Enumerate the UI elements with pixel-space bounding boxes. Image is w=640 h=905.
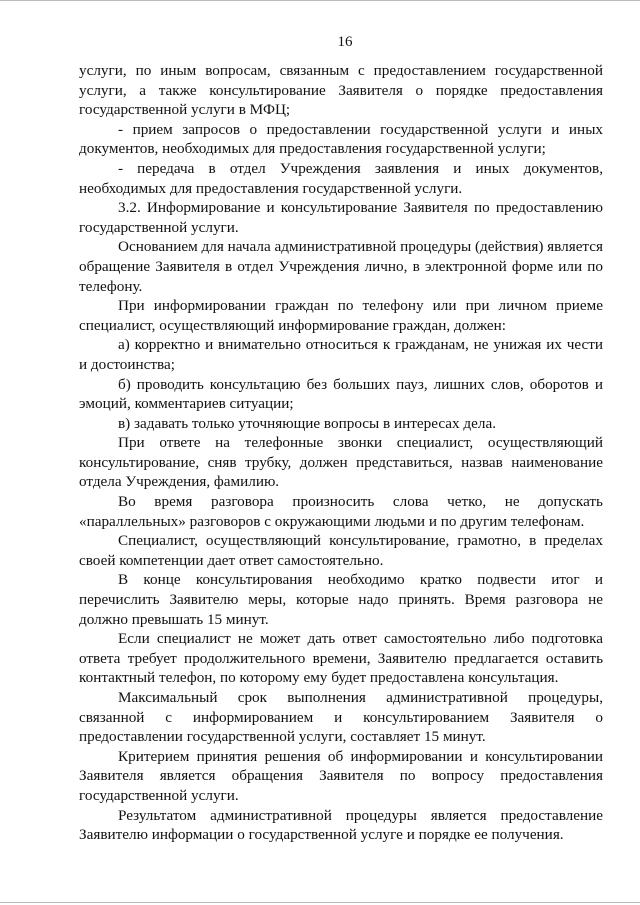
list-item-c: в) задавать только уточняющие вопросы в интересах дела. bbox=[118, 414, 496, 432]
paragraph-basis: Основанием для начала административной процедуры (действия) является обращение Заявителя в отдел Учреждения лично, в электронной форме или по телефону. bbox=[79, 238, 603, 295]
paragraph-max-duration: Максимальный срок выполнения административной процедуры, связанной с информированием и консультированием Заявителя о предоставлении государственной услуги, составляет 15 минут. bbox=[79, 689, 603, 746]
paragraph-callback: Если специалист не может дать ответ самостоятельно либо подготовка ответа требует продолжительного времени, Заявителю предлагается оставить контактный телефон, по которому ему будет предоставлена консультация. bbox=[79, 630, 603, 687]
paragraph-informing-duties: При информировании граждан по телефону или при личном приеме специалист, осуществляющий информирование граждан, должен: bbox=[79, 297, 603, 334]
document-body bbox=[79, 61, 603, 845]
section-heading-3-2: 3.2. Информирование и консультирование Заявителя по предоставлению государственной услуги. bbox=[79, 199, 603, 236]
paragraph-conversation-rules: Во время разговора произносить слова четко, не допускать «параллельных» разговоров с окружающими людьми и по другим телефонам. bbox=[79, 493, 603, 530]
list-item-b: б) проводить консультацию без больших пауз, лишних слов, оборотов и эмоций, комментариев ситуации; bbox=[79, 375, 603, 413]
paragraph-document-transfer: - передача в отдел Учреждения заявления и иных документов, необходимых для предоставления государственной услуги. bbox=[79, 159, 603, 197]
scan-edge-bottom bbox=[0, 902, 640, 903]
paragraph-request-intake: - прием запросов о предоставлении государственной услуги и иных документов, необходимых для предоставления государственной услуги; bbox=[79, 120, 603, 158]
page-number: 16 bbox=[337, 34, 353, 50]
paragraph-result: Результатом административной процедуры является предоставление Заявителю информации о государственной услуге и порядке ее получения. bbox=[79, 806, 603, 844]
paragraph-services-continuation: услуги, по иным вопросам, связанным с предоставлением государственной услуги, а также консультирование Заявителя о порядке предоставления государственной услуги в МФЦ; bbox=[79, 62, 603, 119]
paragraph-phone-answer: При ответе на телефонные звонки специалист, осуществляющий консультирование, сняв трубку, должен представиться, назвав наименование отдела Учреждения, фамилию. bbox=[79, 434, 603, 491]
paragraph-summary: В конце консультирования необходимо кратко подвести итог и перечислить Заявителю меры, которые надо принять. Время разговора не должно превышать 15 минут. bbox=[79, 571, 603, 628]
list-item-a: а) корректно и внимательно относиться к гражданам, не унижая их чести и достоинства; bbox=[79, 336, 603, 373]
paragraph-competence: Специалист, осуществляющий консультирование, грамотно, в пределах своей компетенции дает ответ самостоятельно. bbox=[79, 532, 603, 569]
scan-edge-top bbox=[0, 0, 640, 1]
paragraph-decision-criterion: Критерием принятия решения об информировании и консультировании Заявителя является обращения Заявителя по вопросу предоставления государственной услуги. bbox=[79, 747, 603, 804]
